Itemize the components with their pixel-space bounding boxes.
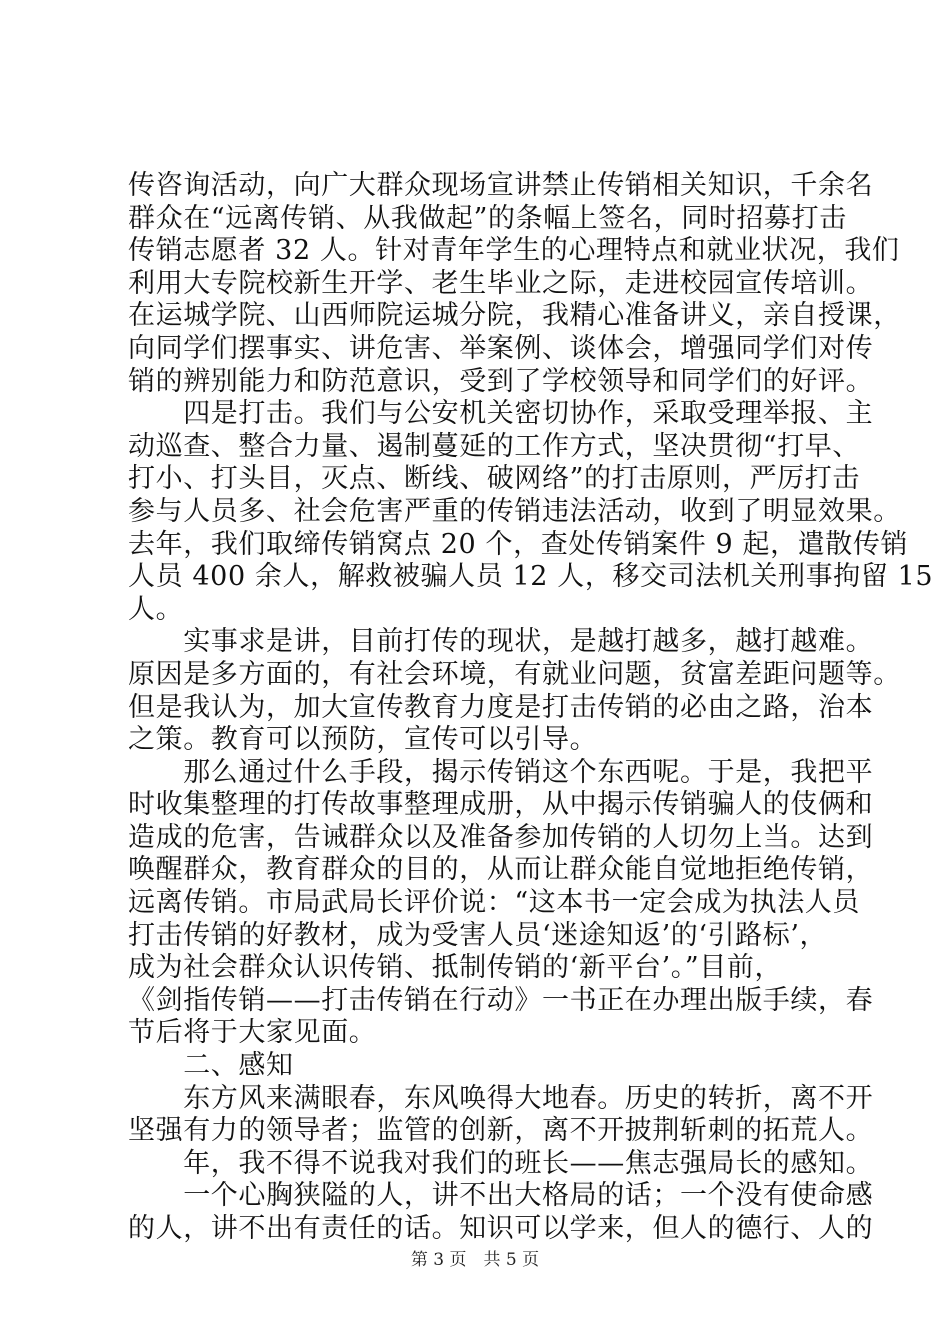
text-line: 二、感知 <box>128 1050 294 1082</box>
text-line: 四是打击。我们与公安机关密切协作，采取受理举报、主 <box>128 398 874 430</box>
text-line: 人。 <box>128 593 184 625</box>
document-body <box>128 170 934 1246</box>
text-line: 唤醒群众，教育群众的目的，从而让群众能自觉地拒绝传销， <box>128 854 874 886</box>
text-line: 销的辨别能力和防范意识，受到了学校领导和同学们的好评。 <box>128 365 874 397</box>
text-line: 人员 400 余人，解救被骗人员 12 人，移交司法机关刑事拘留 15 <box>128 561 934 593</box>
text-line: 节后将于大家见面。 <box>128 1017 377 1049</box>
text-line: 年，我不得不说我对我们的班长——焦志强局长的感知。 <box>128 1147 874 1179</box>
text-line: 利用大专院校新生开学、老生毕业之际，走进校园宣传培训。 <box>128 267 874 299</box>
text-line: 之策。教育可以预防，宣传可以引导。 <box>128 724 598 756</box>
text-line: 在运城学院、山西师院运城分院，我精心准备讲义，亲自授课， <box>128 300 901 332</box>
text-line: 但是我认为，加大宣传教育力度是打击传销的必由之路，治本 <box>128 691 874 723</box>
text-line: 那么通过什么手段，揭示传销这个东西呢。于是，我把平 <box>128 756 874 788</box>
text-line: 动巡查、整合力量、遏制蔓延的工作方式，坚决贯彻“打早、 <box>128 430 861 462</box>
text-line: 参与人员多、社会危害严重的传销违法活动，收到了明显效果。 <box>128 495 901 527</box>
text-line: 打击传销的好教材，成为受害人员‘迷途知返’的‘引路标’， <box>128 919 828 951</box>
text-line: 造成的危害，告诫群众以及准备参加传销的人切勿上当。达到 <box>128 821 874 853</box>
text-line: 时收集整理的打传故事整理成册，从中揭示传销骗人的伎俩和 <box>128 789 874 821</box>
text-line: 《剑指传销——打击传销在行动》一书正在办理出版手续，春 <box>128 984 874 1016</box>
text-line: 东方风来满眼春，东风唤得大地春。历史的转折，离不开 <box>128 1082 874 1114</box>
text-line: 实事求是讲，目前打传的现状，是越打越多，越打越难。 <box>128 626 874 658</box>
text-line: 原因是多方面的，有社会环境，有就业问题，贫富差距问题等。 <box>128 658 901 690</box>
text-line: 传咨询活动，向广大群众现场宣讲禁止传销相关知识，千余名 <box>128 170 874 201</box>
text-line: 成为社会群众认识传销、抵制传销的‘新平台’。”目前， <box>128 952 783 984</box>
text-line: 去年，我们取缔传销窝点 20 个，查处传销案件 9 起，遣散传销 <box>128 528 909 560</box>
text-line: 打小、打头目，灭点、断线、破网络”的打击原则，严厉打击 <box>128 463 861 495</box>
text-line: 坚强有力的领导者；监管的创新，离不开披荆斩刺的拓荒人。 <box>128 1115 874 1147</box>
page-number-footer: 第 3 页 共 5 页 <box>410 1250 540 1270</box>
text-line: 的人，讲不出有责任的话。知识可以学来，但人的德行、人的 <box>128 1213 874 1244</box>
text-line: 向同学们摆事实、讲危害、举案例、谈体会，增强同学们对传 <box>128 332 874 364</box>
text-line: 远离传销。市局武局长评价说：“这本书一定会成为执法人员 <box>128 887 861 919</box>
text-line: 一个心胸狭隘的人，讲不出大格局的话；一个没有使命感 <box>128 1180 874 1212</box>
text-line: 群众在“远离传销、从我做起”的条幅上签名，同时招募打击 <box>128 202 847 234</box>
text-line: 传销志愿者 32 人。针对青年学生的心理特点和就业状况，我们 <box>128 235 900 267</box>
